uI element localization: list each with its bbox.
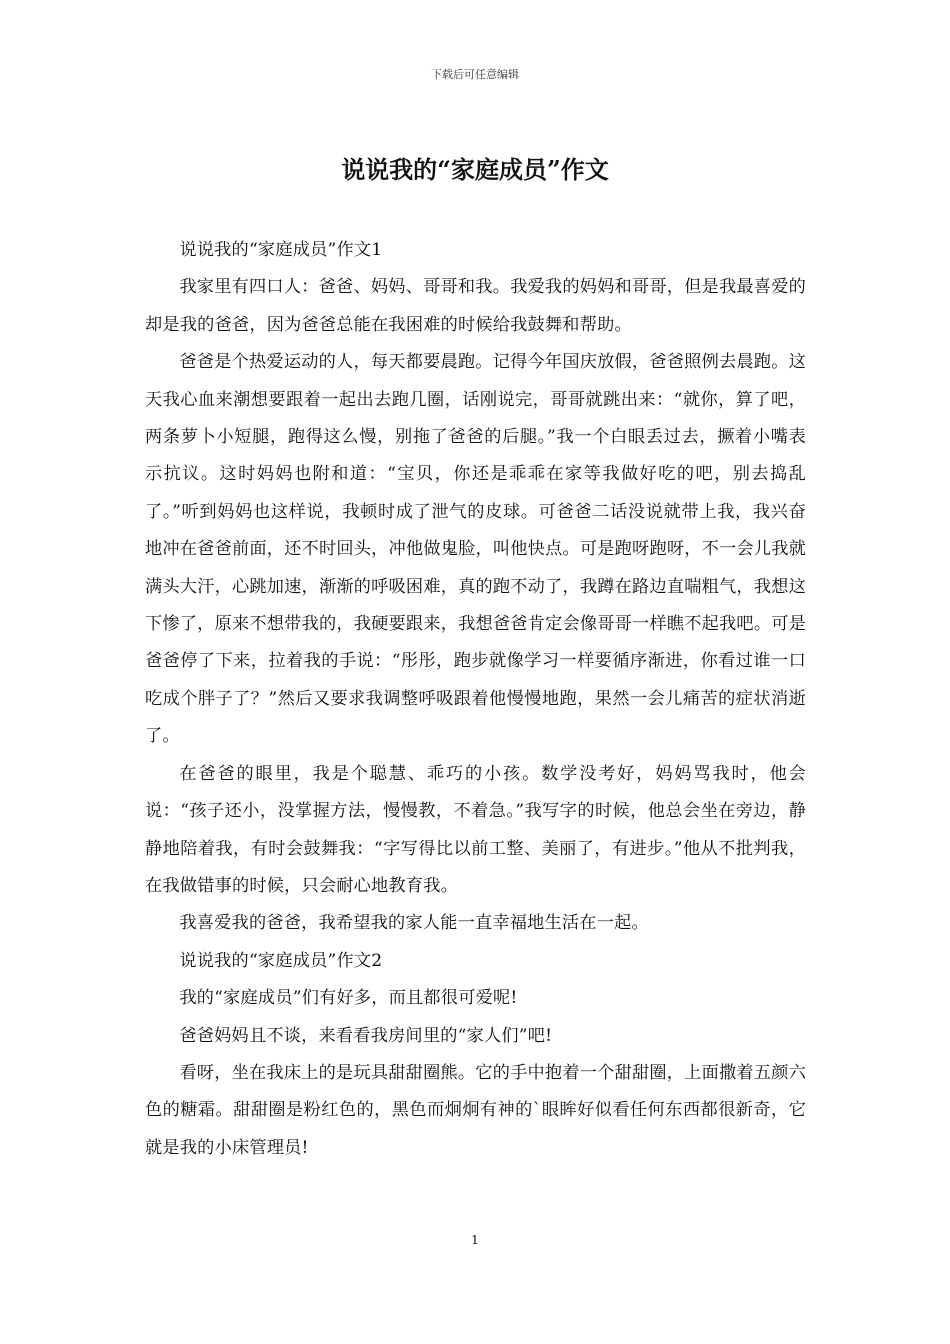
body-paragraph: 爸爸是个热爱运动的人，每天都要晨跑。记得今年国庆放假，爸爸照例去晨跑。这天我心血来潮想要跟着一起出去跑几圈，话刚说完，哥哥就跳出来：“就你，算了吧，两条萝卜小短腿，跑得这么慢，别拖了爸爸的后腿。”我一个白眼丢过去，撅着小嘴表示抗议。这时妈妈也附和道：“宝贝，你还是乖乖在家等我做好吃的吧，别去捣乱了。”听到妈妈也这样说，我顿时成了泄气的皮球。可爸爸二话没说就带上我，我兴奋地冲在爸爸前面，还不时回头，冲他做鬼脸，叫他快点。可是跑呀跑呀，不一会儿我就满头大汗，心跳加速，渐渐的呼吸困难，真的跑不动了，我蹲在路边直喘粗气，我想这下惨了，原来不想带我的，我硬要跟来，我想爸爸肯定会像哥哥一样瞧不起我吧。可是爸爸停了下来，拉着我的手说：“彤彤，跑步就像学习一样要循序渐进，你看过谁一口吃成个胖子了？”然后又要求我调整呼吸跟着他慢慢地跑，果然一会儿痛苦的症状消逝了。 [145, 352, 806, 747]
body-paragraph: 爸爸妈妈且不谈，来看看我房间里的“家人们”吧! [179, 1025, 553, 1046]
body-paragraph: 我的“家庭成员”们有好多，而且都很可爱呢! [179, 988, 518, 1009]
page-header: 下载后可任意编辑 [431, 68, 519, 81]
section-heading-2: 说说我的“家庭成员”作文2 [179, 950, 383, 971]
body-paragraph: 我喜爱我的爸爸，我希望我的家人能一直幸福地生活在一起。 [179, 913, 649, 934]
body-paragraph: 在爸爸的眼里，我是个聪慧、乖巧的小孩。数学没考好，妈妈骂我时，他会说：“孩子还小，没掌握方法，慢慢教，不着急。”我写字的时候，他总会坐在旁边，静静地陪着我，有时会鼓舞我：“字写得比以前工整、美丽了，有进步。”他从不批判我，在我做错事的时候，只会耐心地教育我。 [145, 763, 806, 896]
document-body [145, 232, 806, 1167]
section-heading-1: 说说我的“家庭成员”作文1 [179, 240, 383, 260]
page-number: 1 [471, 1233, 479, 1247]
document-title: 说说我的“家庭成员”作文 [341, 155, 609, 184]
body-paragraph: 看呀，坐在我床上的是玩具甜甜圈熊。它的手中抱着一个甜甜圈，上面撒着五颜六色的糖霜。甜甜圈是粉红色的，黑色而炯炯有神的`眼眸好似看任何东西都很新奇，它就是我的小床管理员! [145, 1062, 806, 1158]
body-paragraph: 我家里有四口人：爸爸、妈妈、哥哥和我。我爱我的妈妈和哥哥，但是我最喜爱的却是我的爸爸，因为爸爸总能在我困难的时候给我鼓舞和帮助。 [145, 277, 806, 335]
